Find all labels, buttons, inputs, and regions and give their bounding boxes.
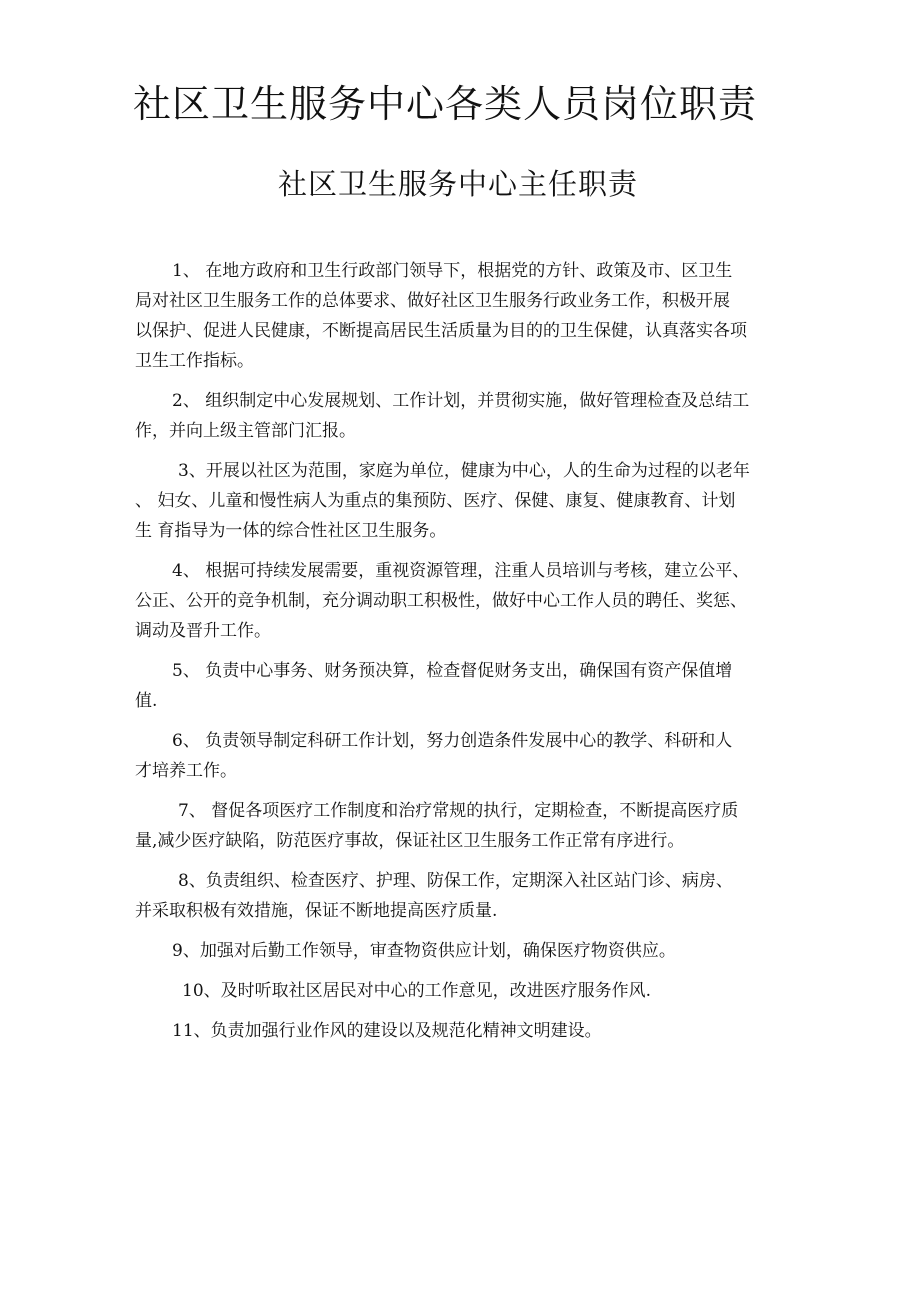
paragraph-line: 量,减少医疗缺陷，防范医疗事故，保证社区卫生服务工作正常有序进行。	[135, 831, 685, 851]
paragraph-line: 1、 在地方政府和卫生行政部门领导下，根据党的方针、政策及市、区卫生	[172, 261, 733, 281]
duty-item-3	[135, 456, 803, 546]
paragraph-line: 才培养工作。	[135, 761, 237, 781]
duty-item-10	[135, 976, 803, 1006]
paragraph-line: 公正、公开的竞争机制，充分调动职工积极性，做好中心工作人员的聘任、奖惩、	[135, 591, 747, 611]
paragraph-line: 、 妇女、儿童和慢性病人为重点的集预防、医疗、保健、康复、健康教育、计划	[135, 491, 736, 511]
duty-item-4	[135, 556, 803, 646]
paragraph-line: 2、 组织制定中心发展规划、工作计划，并贯彻实施，做好管理检查及总结工	[172, 391, 750, 411]
paragraph-line: 7、 督促各项医疗工作制度和治疗常规的执行，定期检查，不断提高医疗质	[178, 801, 739, 821]
paragraph-line: 卫生工作指标。	[135, 351, 254, 371]
paragraph-line: 8、负责组织、检查医疗、护理、防保工作，定期深入社区站门诊、病房、	[178, 871, 733, 891]
paragraph-line: 5、 负责中心事务、财务预决算，检查督促财务支出，确保国有资产保值增	[172, 661, 733, 681]
paragraph-line: 6、 负责领导制定科研工作计划，努力创造条件发展中心的教学、科研和人	[172, 731, 733, 751]
paragraph-line: 值.	[135, 691, 158, 711]
paragraph-line: 并采取积极有效措施，保证不断地提高医疗质量.	[135, 901, 498, 921]
paragraph-line: 作，并向上级主管部门汇报。	[135, 421, 356, 441]
paragraph-line: 局对社区卫生服务工作的总体要求、做好社区卫生服务行政业务工作，积极开展	[135, 291, 730, 311]
duty-item-8	[135, 866, 803, 926]
paragraph-line: 调动及晋升工作。	[135, 621, 271, 641]
section-title: 社区卫生服务中心主任职责	[278, 167, 639, 201]
paragraph-line: 生 育指导为一体的综合性社区卫生服务。	[135, 521, 447, 541]
paragraph-line: 9、加强对后勤工作领导，审查物资供应计划，确保医疗物资供应。	[172, 941, 676, 961]
duty-item-6	[135, 726, 803, 786]
duty-item-7	[135, 796, 803, 856]
duty-list	[135, 256, 803, 1056]
duty-item-9	[135, 936, 803, 966]
duty-item-11	[135, 1016, 803, 1046]
paragraph-line: 3、开展以社区为范围，家庭为单位，健康为中心，人的生命为过程的以老年	[178, 461, 750, 481]
duty-item-1	[135, 256, 803, 376]
paragraph-line: 11、负责加强行业作风的建设以及规范化精神文明建设。	[172, 1021, 602, 1041]
duty-item-5	[135, 656, 803, 716]
document-title: 社区卫生服务中心各类人员岗位职责	[133, 82, 758, 126]
paragraph-line: 4、 根据可持续发展需要，重视资源管理，注重人员培训与考核，建立公平、	[172, 561, 750, 581]
paragraph-line: 10、及时听取社区居民对中心的工作意见，改进医疗服务作风.	[182, 981, 652, 1001]
duty-item-2	[135, 386, 803, 446]
paragraph-line: 以保护、促进人民健康，不断提高居民生活质量为目的的卫生保健，认真落实各项	[135, 321, 747, 341]
